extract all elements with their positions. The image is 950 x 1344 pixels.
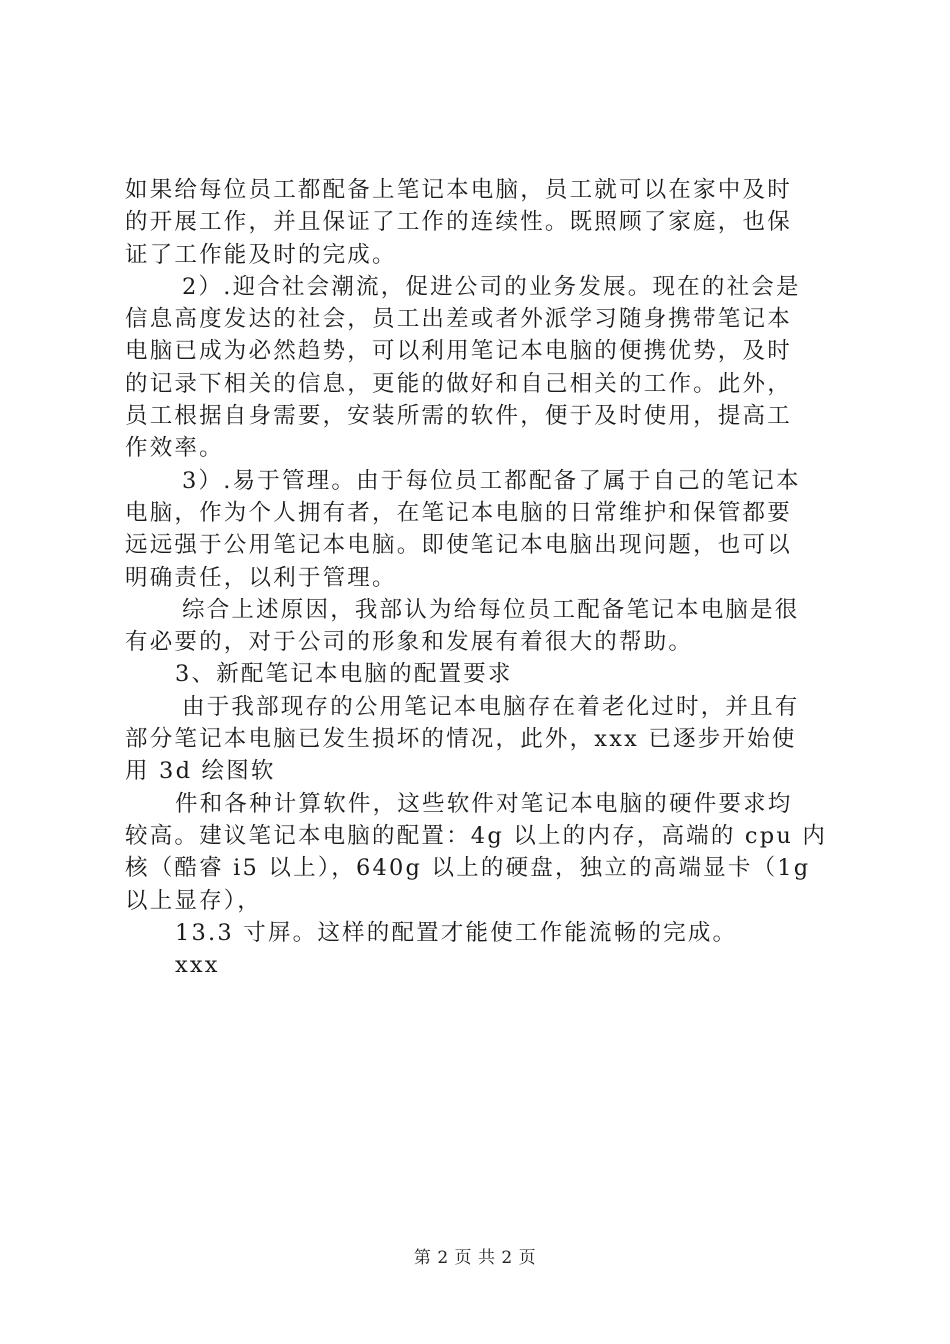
text-line: 员工根据自身需要，安装所需的软件，便于及时使用，提高工 bbox=[125, 403, 792, 430]
text-line: 电脑已成为必然趋势，可以利用笔记本电脑的便携优势，及时 bbox=[125, 338, 792, 365]
text-line: 核（酷睿 i5 以上），640g 以上的硬盘，独立的高端显卡（1g bbox=[125, 855, 811, 882]
section-heading: 3、新配笔记本电脑的配置要求 bbox=[175, 661, 513, 688]
page-footer bbox=[0, 1243, 950, 1268]
text-line: 2）.迎合社会潮流，促进公司的业务发展。现在的社会是 bbox=[182, 273, 801, 300]
text-line: 信息高度发达的社会，员工出差或者外派学习随身携带笔记本 bbox=[125, 306, 792, 333]
text-line: 综合上述原因，我部认为给每位员工配备笔记本电脑是很 bbox=[182, 596, 800, 623]
document-body bbox=[125, 174, 837, 981]
text-line: 以上显存）， bbox=[125, 887, 262, 914]
text-line: 如果给每位员工都配备上笔记本电脑，员工就可以在家中及时 bbox=[125, 177, 792, 203]
text-line: 的开展工作，并且保证了工作的连续性。既照顾了家庭，也保 bbox=[125, 209, 792, 236]
text-line: 证了工作能及时的完成。 bbox=[125, 241, 397, 268]
text-line: 的记录下相关的信息，更能的做好和自己相关的工作。此外， bbox=[125, 370, 792, 397]
text-line: 部分笔记本电脑已发生损坏的情况，此外，xxx 已逐步开始使 bbox=[125, 726, 797, 753]
page-number-label: 第 2 页 共 2 页 bbox=[413, 1248, 537, 1268]
text-line: 13.3 寸屏。这样的配置才能使工作能流畅的完成。 bbox=[175, 919, 738, 946]
text-line: 件和各种计算软件，这些软件对笔记本电脑的硬件要求均 bbox=[175, 790, 793, 817]
text-line: 较高。建议笔记本电脑的配置：4g 以上的内存，高端的 cpu 内 bbox=[125, 822, 828, 849]
text-line: 由于我部现存的公用笔记本电脑存在着老化过时，并且有 bbox=[182, 693, 800, 720]
text-line: 作效率。 bbox=[125, 435, 224, 462]
text-line: 3）.易于管理。由于每位员工都配备了属于自己的笔记本 bbox=[182, 467, 801, 494]
text-line: 电脑，作为个人拥有者，在笔记本电脑的日常维护和保管都要 bbox=[125, 499, 792, 526]
text-line: 用 3d 绘图软 bbox=[125, 758, 276, 785]
signature-line: xxx bbox=[175, 952, 220, 979]
text-line: 远远强于公用笔记本电脑。即使笔记本电脑出现问题，也可以 bbox=[125, 532, 792, 559]
text-line: 明确责任，以利于管理。 bbox=[125, 564, 397, 591]
text-line: 有必要的，对于公司的形象和发展有着很大的帮助。 bbox=[125, 629, 694, 656]
